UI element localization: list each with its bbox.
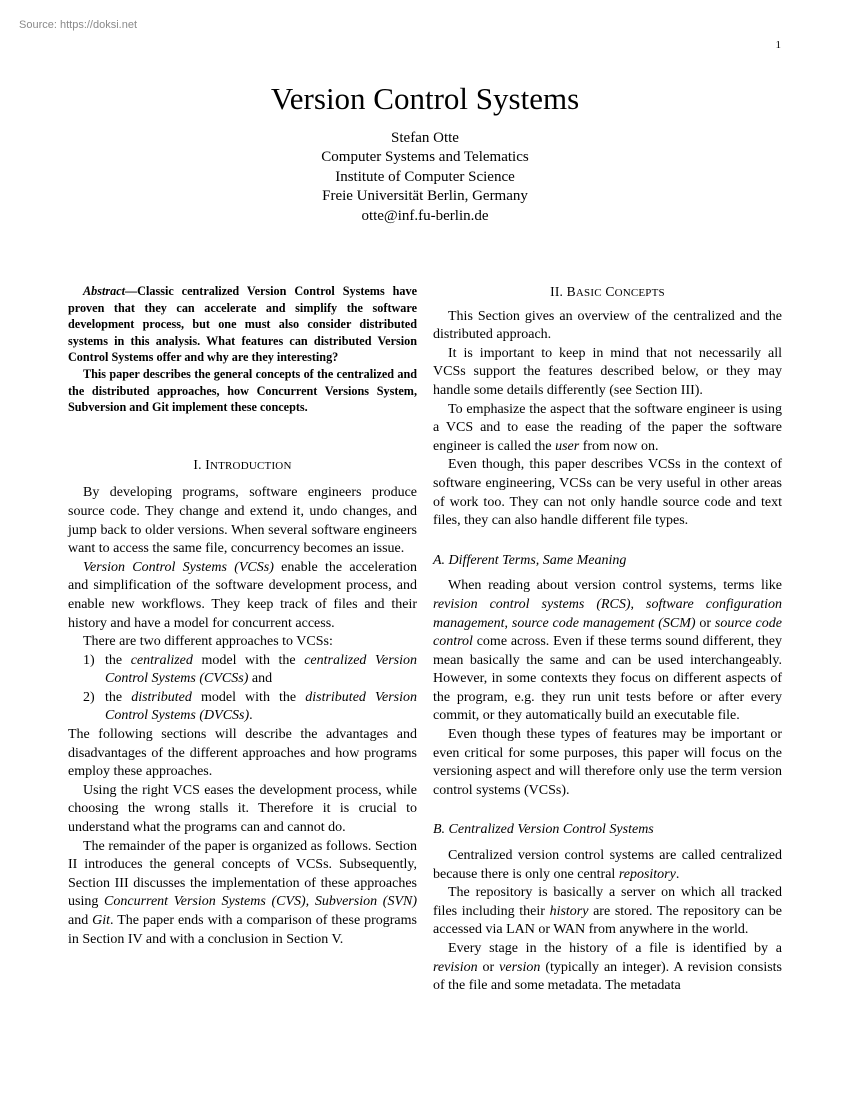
paper-title: Version Control Systems	[270, 81, 580, 116]
author-email: otte@inf.fu-berlin.de	[361, 207, 489, 224]
subsection-heading-different-terms: A. Different Terms, Same Meaning	[433, 552, 627, 568]
intro-paragraph-4: The following sections will describe the advantages and disadvantages of the different approaches and how programs employ these approaches.	[68, 727, 417, 780]
basic-paragraph-4: Even though, this paper describes VCSs in the context of software engineering, VCSs can be very useful in other areas of work too. They can not only handle source code and text files, they can also handle different file types.	[433, 457, 782, 529]
intro-paragraph-2: Version Control Systems (VCSs) enable the acceleration and simplification of the software development process, and enable new workflows. They keep track of files and their history and have a model for concurrent access.	[68, 559, 417, 631]
subsection-heading-centralized: B. Centralized Version Control Systems	[433, 822, 654, 838]
abstract	[68, 283, 417, 416]
list-item: 2) the distributed model with the distributed Version Control Systems (DVCSs).	[83, 689, 417, 724]
abstract-label: Abstract	[83, 284, 125, 298]
intro-paragraph-6: The remainder of the paper is organized as follows. Section II introduces the general concepts of VCSs. Subsequently, Section III discusses the implementation of these approaches using Concurrent Version Systems (CVS), Subversion (SVN) and Git. The paper ends with a comparison of these programs in Section IV and with a conclusion in Section V.	[68, 838, 417, 947]
subA-paragraph-2: Even though these types of features may be important or even critical for some purposes, this paper will focus on the versioning aspect and will therefore only use the term version control systems (VCSs).	[433, 727, 782, 798]
subB-paragraph-2: The repository is basically a server on which all tracked files including their history are stored. The repository can be accessed via LAN or WAN from anywhere in the world.	[433, 885, 782, 938]
abstract-paragraph-2: This paper describes the general concepts of the centralized and the distributed approaches, how Concurrent Versions System, Subversion and Git implement these concepts.	[68, 366, 417, 415]
approach-list	[68, 652, 417, 726]
subB-paragraph-3: Every stage in the history of a file is identified by a revision or version (typically an integer). A revision consists of the file and some metadata. The metadata	[433, 941, 782, 994]
basic-paragraph-3: To emphasize the aspect that the software engineer is using a VCS and to ease the reading of the paper the software engineer is called the user from now on.	[433, 401, 782, 454]
author-affiliation-3: Freie Universität Berlin, Germany	[322, 188, 528, 205]
basic-paragraph-1: This Section gives an overview of the centralized and the distributed approach.	[433, 308, 782, 343]
abstract-paragraph-1: Abstract—Classic centralized Version Control Systems have proven that they can accelerate and simplify the software development process, but one must also consider distributed systems in this analysis. What features can distributed Version Control Systems offer and why are they interesting?	[68, 284, 417, 365]
intro-paragraph-1: By developing programs, software engineers produce source code. They change and extend it, undo changes, and jump back to older versions. When several software engineers want to access the same file, concurrency becomes an issue.	[68, 485, 417, 557]
section-heading-introduction: I. INTRODUCTION	[193, 456, 292, 472]
subB-paragraph-1: Centralized version control systems are called centralized because there is only one central repository.	[433, 848, 782, 882]
basic-paragraph-2: It is important to keep in mind that not necessarily all VCSs support the features described below, or they may handle some details differently (see Section III).	[433, 345, 782, 398]
subA-paragraph-1: When reading about version control systems, terms like revision control systems (RCS), software configuration management, source code management (SCM) or source code control come across. Even if these terms sound different, they mean basically the same and can be used interchangeably. However, in some contexts they focus on different aspects of the program, e.g. they run unit tests before or after every commit, or they automatically build an executable file.	[433, 578, 782, 724]
author-affiliation-2: Institute of Computer Science	[335, 168, 515, 185]
author-name: Stefan Otte	[391, 130, 459, 146]
intro-paragraph-5: Using the right VCS eases the development process, while choosing the wrong stalls it. Therefore it is crucial to understand what the programs can and cannot do.	[68, 782, 417, 836]
right-column	[433, 283, 782, 996]
author-affiliation-1: Computer Systems and Telematics	[321, 149, 529, 166]
source-note: Source: https://doksi.net	[19, 19, 138, 31]
page-number: 1	[775, 39, 781, 51]
intro-paragraph-3: There are two different approaches to VCSs:	[83, 634, 333, 650]
list-item: 1) the centralized model with the centralized Version Control Systems (CVCSs) and	[83, 652, 417, 687]
left-column	[68, 283, 417, 949]
author-block	[0, 129, 850, 226]
section-heading-basic-concepts: II. BASIC CONCEPTS	[550, 284, 665, 299]
